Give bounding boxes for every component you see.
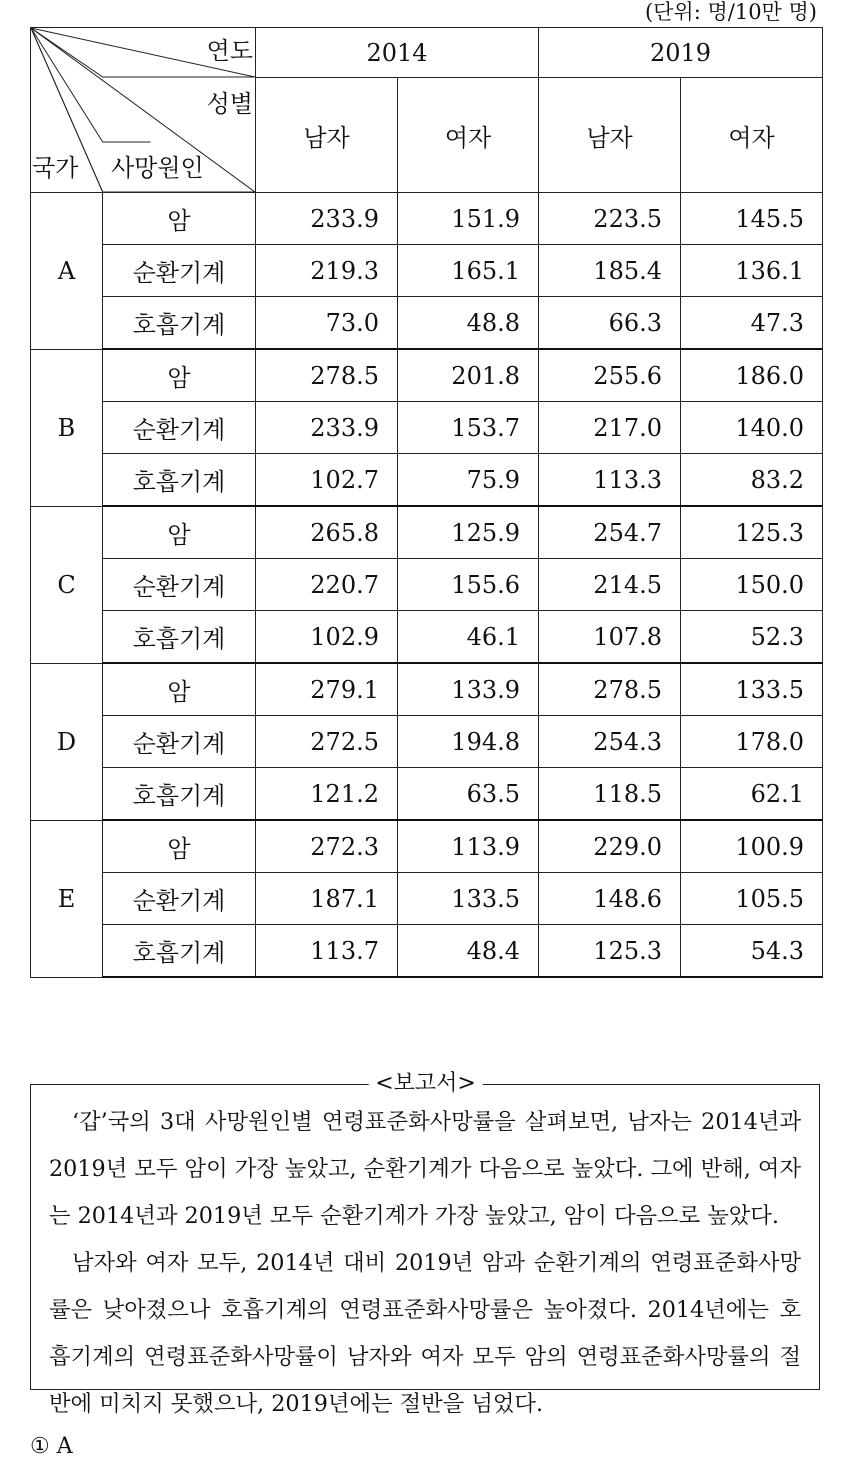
header-gender: 여자 xyxy=(681,78,823,193)
value-cell: 113.3 xyxy=(539,454,681,507)
mortality-table xyxy=(30,27,823,978)
corner-label-country: 국가 xyxy=(32,154,79,182)
report-body xyxy=(49,1099,801,1428)
value-cell: 214.5 xyxy=(539,559,681,611)
cause-cell: 암 xyxy=(103,820,256,873)
value-cell: 52.3 xyxy=(681,611,823,664)
value-cell: 165.1 xyxy=(398,245,539,297)
cause-cell: 순환기계 xyxy=(103,245,256,297)
value-cell: 107.8 xyxy=(539,611,681,664)
value-cell: 272.5 xyxy=(256,716,398,768)
value-cell: 220.7 xyxy=(256,559,398,611)
cause-cell: 암 xyxy=(103,663,256,716)
value-cell: 66.3 xyxy=(539,297,681,350)
value-cell: 102.9 xyxy=(256,611,398,664)
report-paragraph: ‘갑’국의 3대 사망원인별 연령표준화사망률을 살펴보면, 남자는 2014년과 2019년 모두 암이 가장 높았고, 순환기계가 다음으로 높았다. 그에 반해, 여자는 2014년과 2019년 모두 순환기계가 가장 높았고, 암이 다음으로 높았다. xyxy=(49,1109,801,1229)
value-cell: 219.3 xyxy=(256,245,398,297)
corner-label-gender: 성별 xyxy=(206,90,253,118)
corner-label-year: 연도 xyxy=(206,37,253,65)
header-gender: 남자 xyxy=(256,78,398,193)
table-row xyxy=(31,193,823,245)
unit-label: (단위: 명/10만 명) xyxy=(644,0,817,24)
table-row xyxy=(31,245,823,297)
value-cell: 151.9 xyxy=(398,193,539,245)
value-cell: 113.7 xyxy=(256,925,398,978)
value-cell: 233.9 xyxy=(256,402,398,454)
report-box xyxy=(30,1084,820,1417)
value-cell: 150.0 xyxy=(681,559,823,611)
value-cell: 118.5 xyxy=(539,768,681,821)
value-cell: 63.5 xyxy=(398,768,539,821)
cause-cell: 암 xyxy=(103,506,256,559)
country-cell: B xyxy=(31,349,103,506)
value-cell: 100.9 xyxy=(681,820,823,873)
value-cell: 229.0 xyxy=(539,820,681,873)
table-row xyxy=(31,873,823,925)
cause-cell: 호흡기계 xyxy=(103,611,256,664)
country-cell: A xyxy=(31,193,103,350)
value-cell: 83.2 xyxy=(681,454,823,507)
value-cell: 187.1 xyxy=(256,873,398,925)
value-cell: 48.8 xyxy=(398,297,539,350)
cause-cell: 순환기계 xyxy=(103,559,256,611)
value-cell: 113.9 xyxy=(398,820,539,873)
header-year-2014: 2014 xyxy=(256,28,539,78)
value-cell: 254.3 xyxy=(539,716,681,768)
value-cell: 233.9 xyxy=(256,193,398,245)
report-paragraph: 남자와 여자 모두, 2014년 대비 2019년 암과 순환기계의 연령표준화사망률은 낮아졌으나 호흡기계의 연령표준화사망률은 높아졌다. 2014년에는 호흡기계의 연령표준화사망률이 남자와 여자 모두 암의 연령표준화사망률의 절반에 미치지 못했으나, 2019년에는 절반을 넘었다. xyxy=(49,1250,801,1417)
table-row xyxy=(31,663,823,716)
value-cell: 265.8 xyxy=(256,506,398,559)
value-cell: 133.5 xyxy=(398,873,539,925)
table-row xyxy=(31,768,823,821)
country-cell: C xyxy=(31,506,103,663)
value-cell: 279.1 xyxy=(256,663,398,716)
value-cell: 178.0 xyxy=(681,716,823,768)
value-cell: 155.6 xyxy=(398,559,539,611)
cause-cell: 호흡기계 xyxy=(103,925,256,978)
value-cell: 272.3 xyxy=(256,820,398,873)
value-cell: 278.5 xyxy=(539,663,681,716)
corner-label-cause: 사망원인 xyxy=(111,154,204,182)
cause-cell: 순환기계 xyxy=(103,873,256,925)
value-cell: 48.4 xyxy=(398,925,539,978)
table-row xyxy=(31,611,823,664)
value-cell: 121.2 xyxy=(256,768,398,821)
country-cell: E xyxy=(31,820,103,977)
country-cell: D xyxy=(31,663,103,820)
value-cell: 62.1 xyxy=(681,768,823,821)
value-cell: 278.5 xyxy=(256,349,398,402)
value-cell: 201.8 xyxy=(398,349,539,402)
value-cell: 148.6 xyxy=(539,873,681,925)
table-row xyxy=(31,716,823,768)
table-row xyxy=(31,402,823,454)
table-row xyxy=(31,349,823,402)
value-cell: 133.9 xyxy=(398,663,539,716)
value-cell: 102.7 xyxy=(256,454,398,507)
cause-cell: 호흡기계 xyxy=(103,454,256,507)
table-row xyxy=(31,820,823,873)
value-cell: 46.1 xyxy=(398,611,539,664)
value-cell: 255.6 xyxy=(539,349,681,402)
report-title: <보고서> xyxy=(368,1072,483,1096)
table-row xyxy=(31,297,823,350)
value-cell: 105.5 xyxy=(681,873,823,925)
cause-cell: 호흡기계 xyxy=(103,768,256,821)
value-cell: 194.8 xyxy=(398,716,539,768)
value-cell: 185.4 xyxy=(539,245,681,297)
header-gender: 여자 xyxy=(398,78,539,193)
value-cell: 153.7 xyxy=(398,402,539,454)
value-cell: 223.5 xyxy=(539,193,681,245)
cause-cell: 호흡기계 xyxy=(103,297,256,350)
table-row xyxy=(31,925,823,978)
value-cell: 125.3 xyxy=(681,506,823,559)
value-cell: 217.0 xyxy=(539,402,681,454)
cause-cell: 순환기계 xyxy=(103,716,256,768)
value-cell: 47.3 xyxy=(681,297,823,350)
table-row xyxy=(31,454,823,507)
value-cell: 75.9 xyxy=(398,454,539,507)
value-cell: 186.0 xyxy=(681,349,823,402)
header-corner-cell xyxy=(31,28,256,193)
value-cell: 254.7 xyxy=(539,506,681,559)
answer-option: ① A xyxy=(30,1434,73,1459)
value-cell: 54.3 xyxy=(681,925,823,978)
value-cell: 145.5 xyxy=(681,193,823,245)
value-cell: 73.0 xyxy=(256,297,398,350)
value-cell: 133.5 xyxy=(681,663,823,716)
table-row xyxy=(31,506,823,559)
value-cell: 125.3 xyxy=(539,925,681,978)
cause-cell: 암 xyxy=(103,193,256,245)
cause-cell: 순환기계 xyxy=(103,402,256,454)
value-cell: 136.1 xyxy=(681,245,823,297)
header-gender: 남자 xyxy=(539,78,681,193)
value-cell: 125.9 xyxy=(398,506,539,559)
header-year-2019: 2019 xyxy=(539,28,823,78)
value-cell: 140.0 xyxy=(681,402,823,454)
table-row xyxy=(31,559,823,611)
cause-cell: 암 xyxy=(103,349,256,402)
